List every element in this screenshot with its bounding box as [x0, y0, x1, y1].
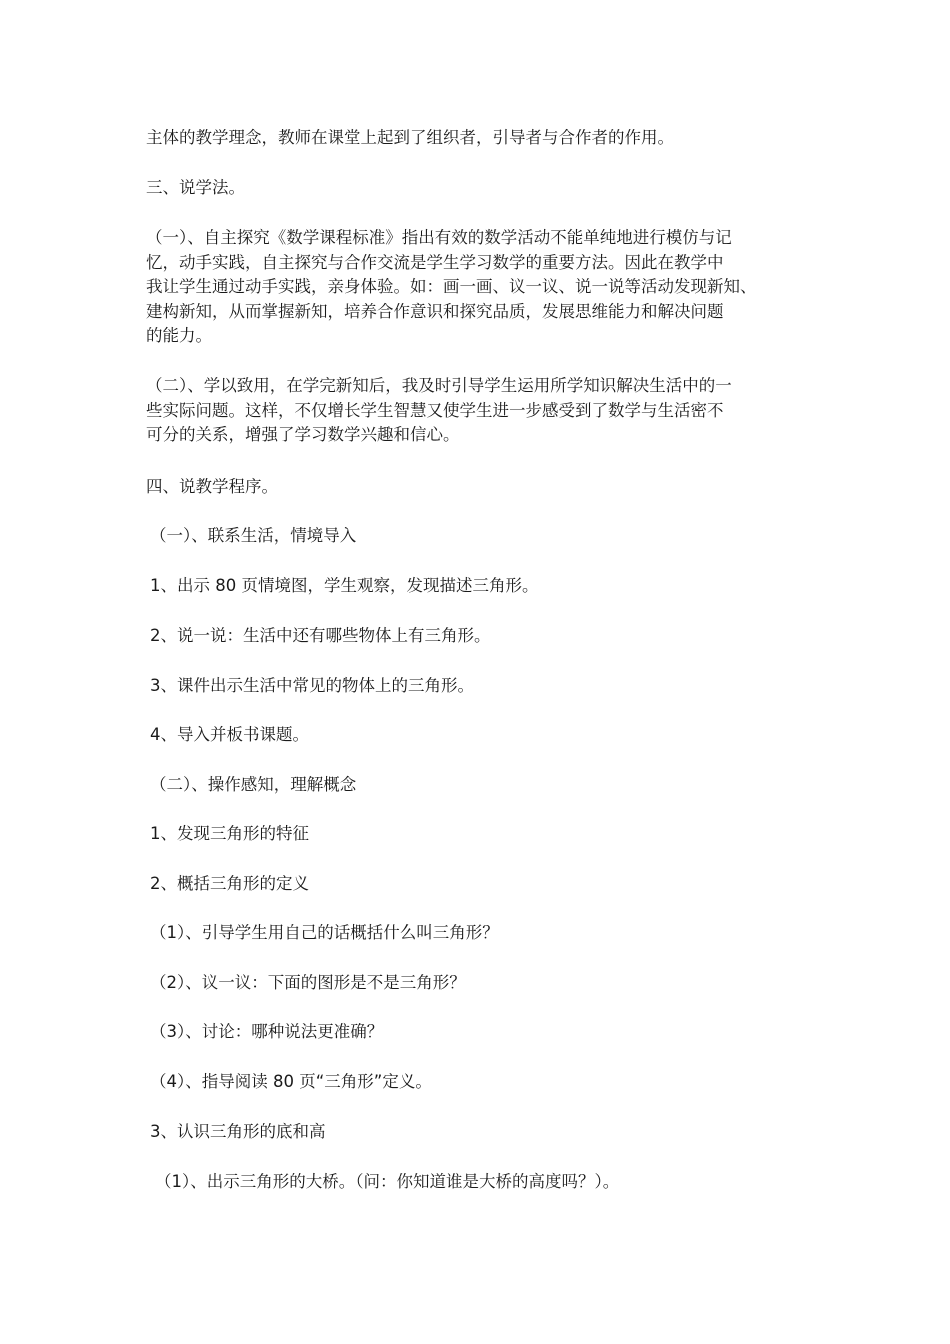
paragraph-line: 些实际问题。这样，不仅增长学生智慧又使学生进一步感受到了数学与生活密不 [146, 400, 724, 420]
paragraph-line: （二）、学以致用，在学完新知后，我及时引导学生运用所学知识解决生活中的一 [146, 376, 732, 395]
section-4-heading: 四、说教学程序。 [146, 477, 278, 496]
list-item: 2、概括三角形的定义 [150, 874, 309, 893]
paragraph-line: 可分的关系，增强了学习数学兴趣和信心。 [146, 425, 460, 444]
list-item: 3、课件出示生活中常见的物体上的三角形。 [150, 676, 474, 695]
paragraph-line: 建构新知，从而掌握新知，培养合作意识和探究品质，发展思维能力和解决问题 [146, 301, 724, 321]
list-item: 1、发现三角形的特征 [150, 824, 309, 843]
list-item: 4、导入并板书课题。 [150, 725, 309, 744]
list-subitem: （2）、议一议：下面的图形是不是三角形？ [150, 973, 466, 992]
list-item: 3、认识三角形的底和高 [150, 1122, 326, 1141]
list-subitem: （3）、讨论：哪种说法更准确？ [150, 1022, 384, 1041]
paragraph-line: （一）、自主探究《数学课程标准》指出有效的数学活动不能单纯地进行模仿与记 [146, 228, 732, 247]
section-3-heading: 三、说学法。 [146, 178, 245, 197]
subsection-1-heading: （一）、联系生活，情境导入 [150, 526, 357, 545]
list-subitem: （1）、出示三角形的大桥。（问：你知道谁是大桥的高度吗？）。 [155, 1172, 620, 1191]
paragraph-apply-learning [146, 374, 816, 448]
paragraph-self-exploration [146, 226, 816, 349]
list-subitem: （1）、引导学生用自己的话概括什么叫三角形？ [150, 923, 499, 942]
list-item: 2、说一说：生活中还有哪些物体上有三角形。 [150, 626, 491, 645]
list-item: 1、出示 80 页情境图，学生观察，发现描述三角形。 [150, 576, 539, 595]
intro-line: 主体的教学理念，教师在课堂上起到了组织者，引导者与合作者的作用。 [146, 128, 674, 147]
paragraph-line: 的能力。 [146, 326, 212, 345]
subsection-2-heading: （二）、操作感知，理解概念 [150, 775, 357, 794]
list-subitem: （4）、指导阅读 80 页“三角形”定义。 [150, 1072, 432, 1091]
paragraph-line: 我让学生通过动手实践，亲身体验。如：画一画、议一议、说一说等活动发现新知、 [146, 277, 757, 296]
paragraph-line: 忆，动手实践，自主探究与合作交流是学生学习数学的重要方法。因此在教学中 [146, 252, 724, 272]
